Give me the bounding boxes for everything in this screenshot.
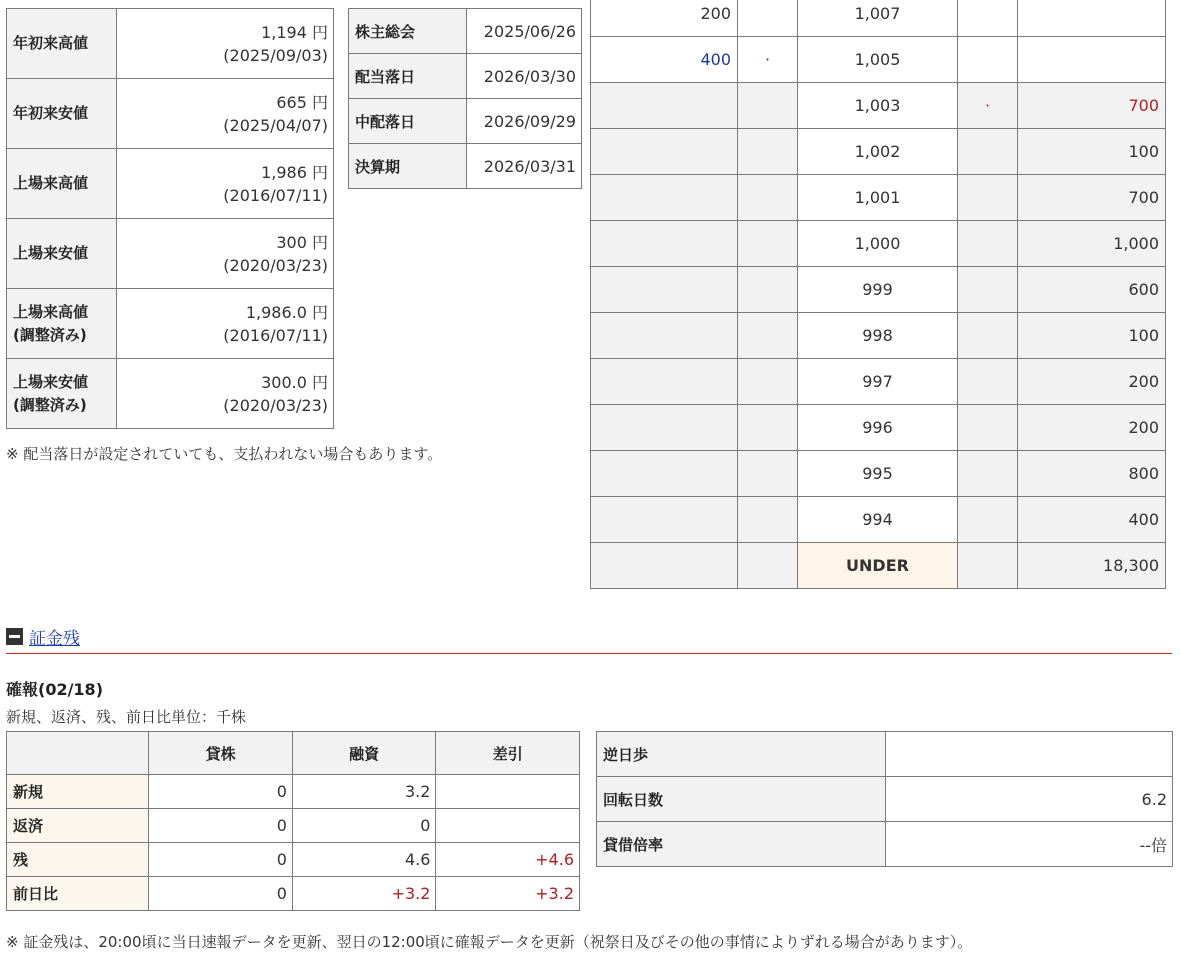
ratio-value: 6.2: [886, 777, 1173, 822]
sell-quantity: [591, 543, 738, 589]
price-value: 1,986.0 円: [245, 302, 328, 322]
buy-quantity: 600: [1018, 267, 1166, 313]
loan-value: 3.2: [292, 775, 436, 809]
corporate-events-table: [348, 8, 582, 189]
header-loan: 融資: [292, 732, 436, 775]
buy-quantity: 1,000: [1018, 221, 1166, 267]
ratio-row: [597, 732, 1173, 777]
event-row: [349, 54, 582, 99]
sell-quantity: [591, 451, 738, 497]
high-low-row: [7, 219, 334, 289]
sell-quantity: [591, 83, 738, 129]
high-low-row: [7, 9, 334, 79]
margin-row-label: 残: [7, 843, 149, 877]
sell-mark: [738, 405, 798, 451]
price-value: 300 円: [276, 232, 328, 252]
order-book-row: [591, 129, 1166, 175]
high-low-label: 上場来高値: [7, 149, 117, 219]
ratio-label: 貸借倍率: [597, 822, 886, 867]
order-book-under-row: [591, 543, 1166, 589]
price-level: 998: [798, 313, 958, 359]
margin-row-label: 返済: [7, 809, 149, 843]
buy-mark: [958, 221, 1018, 267]
diff-value: +3.2: [436, 877, 580, 911]
price-date: (2016/07/11): [223, 185, 328, 205]
order-book-row: [591, 267, 1166, 313]
high-low-label: 上場来高値 (調整済み): [7, 289, 117, 359]
price-level: 1,003: [798, 83, 958, 129]
buy-mark: [958, 405, 1018, 451]
lend-value: 0: [149, 843, 292, 877]
price-date: (2020/03/23): [223, 395, 328, 415]
sell-quantity: [591, 129, 738, 175]
buy-quantity: 700: [1018, 175, 1166, 221]
price-level: 997: [798, 359, 958, 405]
sell-mark: [738, 0, 798, 37]
price-value: 300.0 円: [261, 372, 328, 392]
high-low-value: [117, 149, 334, 219]
order-book-row: [591, 37, 1166, 83]
ratio-label: 回転日数: [597, 777, 886, 822]
price-value: 1,986 円: [261, 162, 328, 182]
lend-value: 0: [149, 809, 292, 843]
header-lend: 貸株: [149, 732, 292, 775]
event-row: [349, 144, 582, 189]
margin-row: [7, 775, 580, 809]
margin-row: [7, 877, 580, 911]
high-low-label: 年初来安値: [7, 79, 117, 149]
buy-mark: [958, 497, 1018, 543]
order-book-row: [591, 451, 1166, 497]
price-date: (2025/09/03): [223, 45, 328, 65]
margin-balance-table: [6, 731, 580, 911]
buy-quantity: 400: [1018, 497, 1166, 543]
high-low-value: [117, 359, 334, 429]
sell-mark: [738, 359, 798, 405]
high-low-label: 上場来安値: [7, 219, 117, 289]
price-level: 995: [798, 451, 958, 497]
high-low-value: [117, 79, 334, 149]
sell-mark: [738, 83, 798, 129]
loan-value: +3.2: [292, 877, 436, 911]
buy-mark: [958, 267, 1018, 313]
event-label: 決算期: [349, 144, 467, 189]
price-level: 999: [798, 267, 958, 313]
event-date: 2026/09/29: [467, 99, 582, 144]
high-low-label: 上場来安値 (調整済み): [7, 359, 117, 429]
buy-mark: [958, 0, 1018, 37]
sell-quantity: [591, 359, 738, 405]
ratio-row: [597, 822, 1173, 867]
event-label: 配当落日: [349, 54, 467, 99]
buy-mark: ·: [958, 83, 1018, 129]
price-level: 1,000: [798, 221, 958, 267]
buy-quantity: 800: [1018, 451, 1166, 497]
price-level: 1,001: [798, 175, 958, 221]
order-book-table: [590, 0, 1166, 589]
buy-quantity: 100: [1018, 313, 1166, 359]
buy-mark: [958, 359, 1018, 405]
sell-quantity: [591, 313, 738, 359]
high-low-row: [7, 359, 334, 429]
header-diff: 差引: [436, 732, 580, 775]
unit-note: 新規、返済、残、前日比単位：千株: [6, 708, 247, 726]
high-low-value: [117, 289, 334, 359]
sell-quantity: [591, 405, 738, 451]
order-book-row: [591, 497, 1166, 543]
sell-quantity: [591, 175, 738, 221]
price-level: 994: [798, 497, 958, 543]
order-book-row: [591, 0, 1166, 37]
order-book-row: [591, 359, 1166, 405]
price-date: (2020/03/23): [223, 255, 328, 275]
buy-quantity: 700: [1018, 83, 1166, 129]
lend-value: 0: [149, 877, 292, 911]
high-low-row: [7, 289, 334, 359]
price-level: 1,007: [798, 0, 958, 37]
buy-quantity: 200: [1018, 405, 1166, 451]
sell-quantity: [591, 267, 738, 313]
diff-value: +4.6: [436, 843, 580, 877]
sell-mark: [738, 313, 798, 359]
buy-mark: [958, 543, 1018, 589]
price-date: (2016/07/11): [223, 325, 328, 345]
order-book-row: [591, 83, 1166, 129]
sell-mark: [738, 543, 798, 589]
event-date: 2025/06/26: [467, 9, 582, 54]
collapse-minus-icon[interactable]: [6, 628, 23, 645]
high-low-row: [7, 149, 334, 219]
event-row: [349, 9, 582, 54]
price-value: 1,194 円: [261, 22, 328, 42]
margin-row: [7, 809, 580, 843]
ratio-value: [886, 732, 1173, 777]
high-low-table: [6, 8, 334, 429]
sell-mark: [738, 451, 798, 497]
report-title: 確報(02/18): [6, 680, 104, 699]
buy-mark: [958, 313, 1018, 359]
loan-value: 4.6: [292, 843, 436, 877]
loan-value: 0: [292, 809, 436, 843]
high-low-label: 年初来高値: [7, 9, 117, 79]
price-date: (2025/04/07): [223, 115, 328, 135]
high-low-row: [7, 79, 334, 149]
buy-mark: [958, 37, 1018, 83]
order-book-row: [591, 175, 1166, 221]
margin-row-label: 前日比: [7, 877, 149, 911]
high-low-value: [117, 219, 334, 289]
price-level: 996: [798, 405, 958, 451]
margin-section-link[interactable]: 証金残: [29, 629, 80, 649]
event-label: 株主総会: [349, 9, 467, 54]
dividend-note: ※ 配当落日が設定されていても、支払われない場合もあります。: [6, 445, 443, 463]
sell-mark: [738, 221, 798, 267]
buy-mark: [958, 129, 1018, 175]
event-label: 中配落日: [349, 99, 467, 144]
sell-quantity: [591, 221, 738, 267]
margin-section-header: [6, 624, 80, 649]
buy-mark: [958, 175, 1018, 221]
buy-quantity: 100: [1018, 129, 1166, 175]
price-level: 1,002: [798, 129, 958, 175]
section-divider: [6, 653, 1172, 654]
margin-row-label: 新規: [7, 775, 149, 809]
margin-update-note: ※ 証金残は、20:00頃に当日速報データを更新、翌日の12:00頃に確報データを更新（祝祭日及びその他の事情によりずれる場合があります）。: [6, 933, 973, 951]
sell-mark: [738, 497, 798, 543]
event-date: 2026/03/31: [467, 144, 582, 189]
sell-mark: [738, 129, 798, 175]
sell-quantity: 200: [591, 0, 738, 37]
buy-quantity: [1018, 37, 1166, 83]
event-row: [349, 99, 582, 144]
sell-mark: [738, 175, 798, 221]
ratio-label: 逆日歩: [597, 732, 886, 777]
price-level: 1,005: [798, 37, 958, 83]
price-value: 665 円: [276, 92, 328, 112]
margin-header-row: [7, 732, 580, 775]
sell-mark: [738, 267, 798, 313]
ratio-value: --倍: [886, 822, 1173, 867]
buy-mark: [958, 451, 1018, 497]
buy-quantity: [1018, 0, 1166, 37]
order-book-row: [591, 405, 1166, 451]
under-label: UNDER: [798, 543, 958, 589]
event-date: 2026/03/30: [467, 54, 582, 99]
margin-row: [7, 843, 580, 877]
diff-value: [436, 809, 580, 843]
under-value: 18,300: [1018, 543, 1166, 589]
buy-quantity: 200: [1018, 359, 1166, 405]
sell-mark: ·: [738, 37, 798, 83]
margin-ratio-table: [596, 731, 1173, 867]
ratio-row: [597, 777, 1173, 822]
high-low-value: [117, 9, 334, 79]
diff-value: [436, 775, 580, 809]
sell-quantity: 400: [591, 37, 738, 83]
header-corner: [7, 732, 149, 775]
order-book-row: [591, 221, 1166, 267]
lend-value: 0: [149, 775, 292, 809]
order-book-row: [591, 313, 1166, 359]
sell-quantity: [591, 497, 738, 543]
